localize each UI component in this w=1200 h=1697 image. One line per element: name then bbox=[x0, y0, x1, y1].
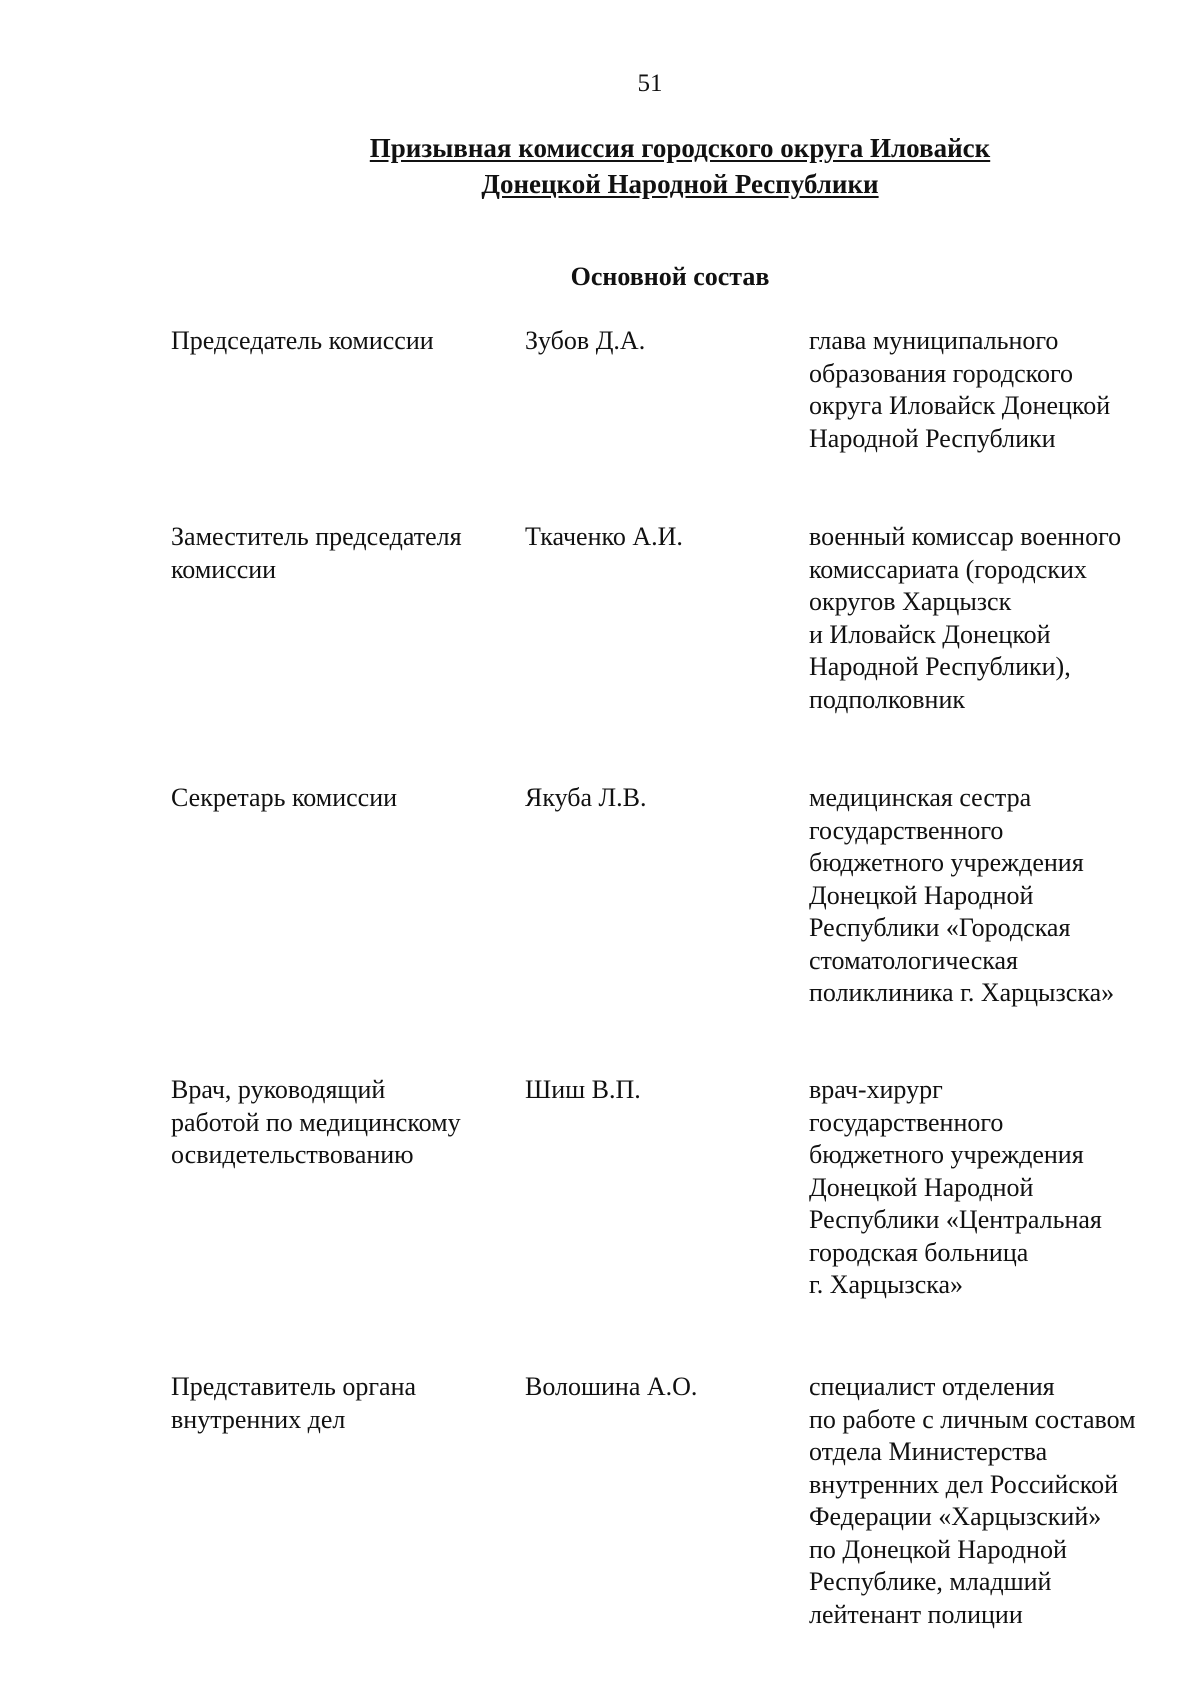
document-title bbox=[290, 130, 1070, 202]
position-line: бюджетного учреждения bbox=[809, 848, 1084, 877]
position-line: подполковник bbox=[809, 684, 965, 714]
role-line: комиссии bbox=[171, 554, 277, 584]
member-position bbox=[809, 1074, 1189, 1302]
position-line: округа Иловайск Донецкой bbox=[809, 391, 1111, 420]
position-line: поликлиника г. Харцызска» bbox=[809, 978, 1115, 1007]
position-line: специалист отделения bbox=[809, 1372, 1055, 1401]
role-line: Заместитель председателя bbox=[171, 522, 462, 551]
member-name: Якуба Л.В. bbox=[525, 783, 647, 812]
position-line: по Донецкой Народной bbox=[809, 1534, 1067, 1564]
position-line: Донецкой Народной bbox=[809, 1172, 1034, 1202]
position-line: г. Харцызска» bbox=[809, 1270, 964, 1299]
position-line: медицинская сестра bbox=[809, 783, 1032, 812]
role-line: Секретарь комиссии bbox=[171, 783, 398, 812]
position-line: Федерации «Харцызский» bbox=[809, 1502, 1102, 1531]
role-line: Врач, руководящий bbox=[171, 1075, 386, 1104]
role-line: внутренних дел bbox=[171, 1404, 346, 1434]
role-line: освидетельствованию bbox=[171, 1140, 414, 1169]
member-name: Волошина А.О. bbox=[525, 1372, 698, 1401]
member-name: Шиш В.П. bbox=[525, 1075, 641, 1104]
member-name: Ткаченко А.И. bbox=[525, 522, 683, 551]
position-line: глава муниципального bbox=[809, 326, 1059, 355]
position-line: и Иловайск Донецкой bbox=[809, 619, 1051, 649]
role-line: Представитель органа bbox=[171, 1372, 417, 1401]
position-line: лейтенант полиции bbox=[809, 1599, 1023, 1629]
position-line: врач-хирург bbox=[809, 1075, 943, 1104]
member-role bbox=[171, 1371, 511, 1436]
position-line: военный комиссар военного bbox=[809, 522, 1122, 551]
role-line: работой по медицинскому bbox=[171, 1107, 461, 1137]
position-line: округов Харцызск bbox=[809, 587, 1012, 616]
position-line: внутренних дел Российской bbox=[809, 1469, 1119, 1499]
position-line: Республике, младший bbox=[809, 1567, 1052, 1596]
position-line: государственного bbox=[809, 1107, 1004, 1137]
position-line: Народной Республики), bbox=[809, 652, 1071, 681]
page-number: 51 bbox=[637, 70, 663, 97]
role-line: Председатель комиссии bbox=[171, 326, 434, 355]
title-line-2: Донецкой Народной Республики bbox=[481, 169, 879, 199]
member-role bbox=[171, 782, 511, 815]
member-position bbox=[809, 325, 1189, 455]
position-line: городская больница bbox=[809, 1237, 1029, 1267]
position-line: государственного bbox=[809, 815, 1004, 845]
member-position bbox=[809, 782, 1189, 1010]
member-position bbox=[809, 521, 1189, 716]
position-line: Народной Республики bbox=[809, 423, 1056, 453]
member-role bbox=[171, 1074, 511, 1172]
member-name: Зубов Д.А. bbox=[525, 326, 646, 355]
member-role bbox=[171, 521, 511, 586]
position-line: Республики «Центральная bbox=[809, 1205, 1102, 1234]
position-line: образования городского bbox=[809, 358, 1074, 388]
section-heading: Основной состав bbox=[570, 262, 770, 291]
position-line: бюджетного учреждения bbox=[809, 1140, 1084, 1169]
title-line-1: Призывная комиссия городского округа Иловайск bbox=[369, 133, 991, 163]
position-line: комиссариата (городских bbox=[809, 554, 1087, 584]
member-role bbox=[171, 325, 511, 358]
position-line: по работе с личным составом bbox=[809, 1404, 1136, 1434]
position-line: стоматологическая bbox=[809, 945, 1018, 975]
position-line: отдела Министерства bbox=[809, 1437, 1048, 1466]
member-position bbox=[809, 1371, 1189, 1631]
position-line: Республики «Городская bbox=[809, 913, 1071, 942]
position-line: Донецкой Народной bbox=[809, 880, 1034, 910]
